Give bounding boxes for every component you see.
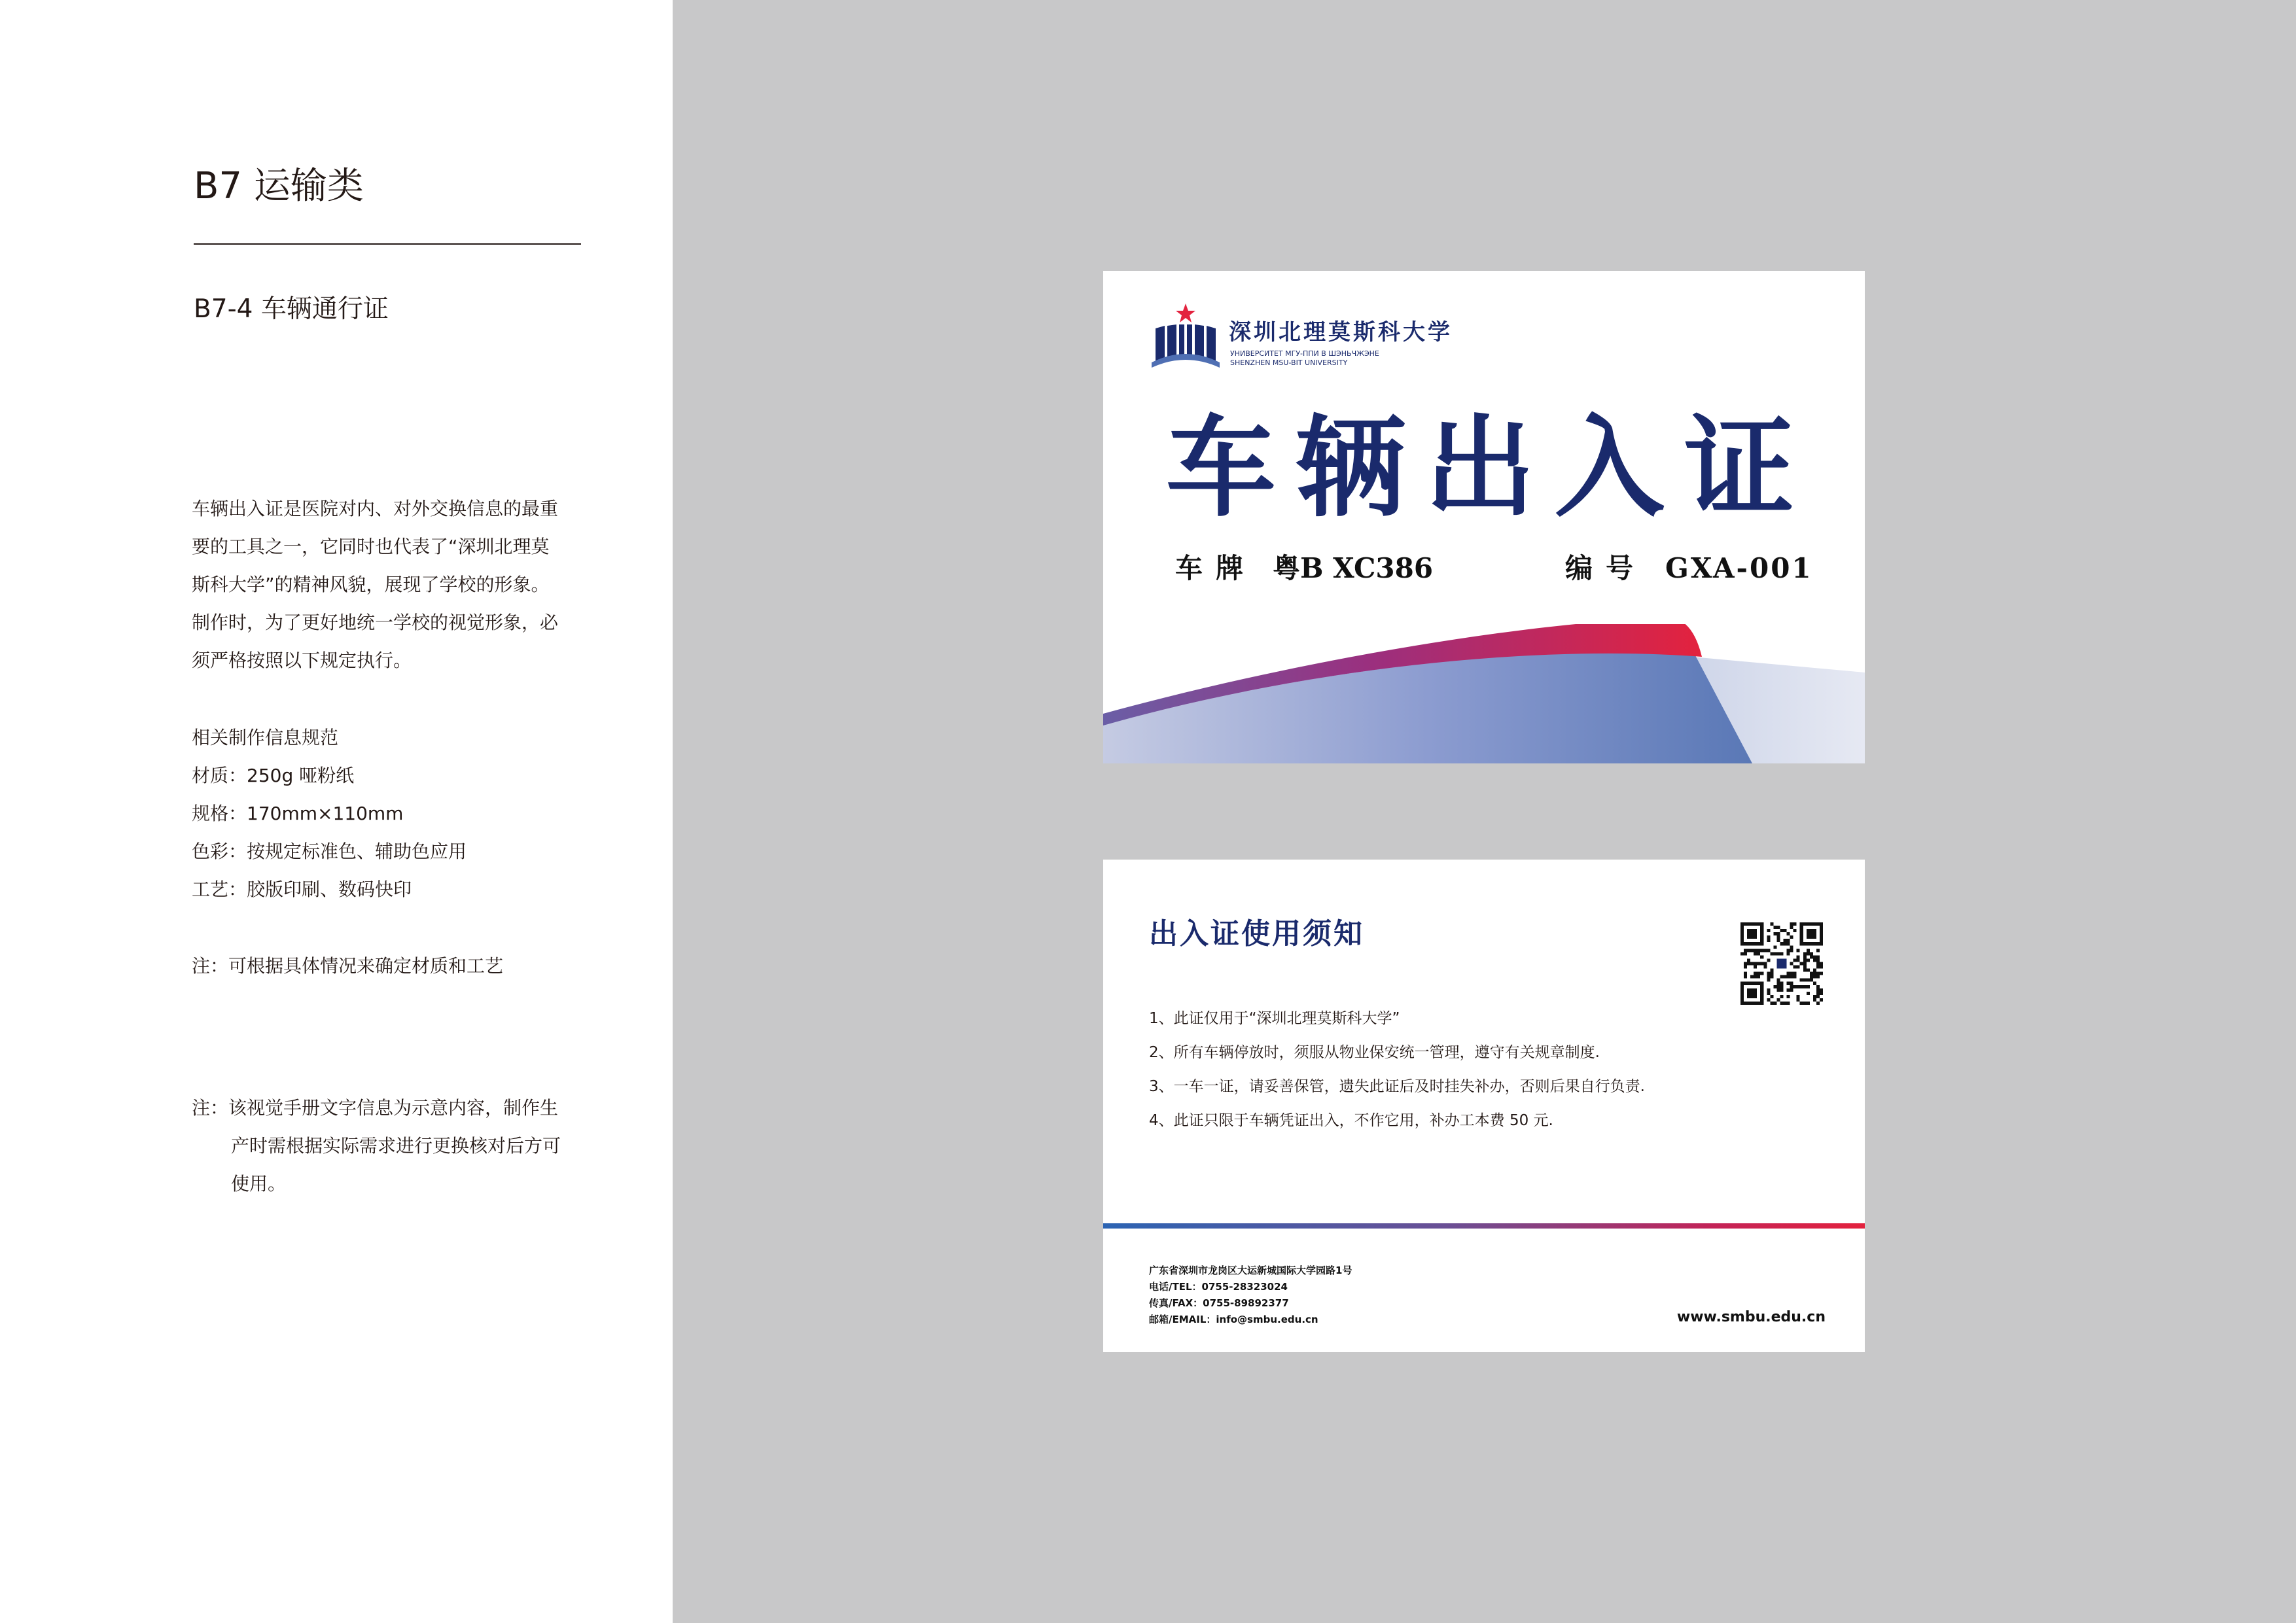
decorative-wave <box>1103 624 1865 763</box>
mockup-canvas <box>673 0 2296 1623</box>
intro-line: 斯科大学”的精神风貌，展现了学校的形象。 <box>192 574 550 595</box>
logo-russian-name: УНИВЕРСИТЕТ МГУ-ППИ В ШЭНЬЧЖЭНЕ <box>1230 349 1379 358</box>
subsection-title: B7-4 车辆通行证 <box>194 294 389 324</box>
university-emblem-icon <box>1148 300 1224 372</box>
spec-heading: 相关制作信息规范 <box>192 727 339 748</box>
contact-info <box>1149 1263 1352 1328</box>
pass-title: 车辆出入证 <box>1166 402 1814 532</box>
gradient-divider <box>1103 1223 1865 1229</box>
rule-item: 1、此证仅用于“深圳北理莫斯科大学” <box>1149 1010 1400 1027</box>
spec-line: 规格：170mm×110mm <box>192 803 404 824</box>
intro-line: 制作时，为了更好地统一学校的视觉形象，必 <box>192 612 559 633</box>
logo-chinese-name: 深圳北理莫斯科大学 <box>1229 319 1453 345</box>
university-logo <box>1148 300 1488 372</box>
plate-label: 车牌 <box>1175 552 1257 584</box>
logo-english-name: SHENZHEN MSU-BIT UNIVERSITY <box>1230 358 1348 367</box>
intro-line: 要的工具之一，它同时也代表了“深圳北理莫 <box>192 536 550 557</box>
title-divider <box>194 243 581 245</box>
disclaimer-line: 产时需根据实际需求进行更换核对后方可 <box>231 1135 561 1157</box>
rule-item: 3、一车一证，请妥善保管，遗失此证后及时挂失补办，否则后果自行负责. <box>1149 1078 1645 1095</box>
production-note: 注：可根据具体情况来确定材质和工艺 <box>192 955 504 977</box>
usage-rules-list <box>1149 1002 1645 1138</box>
fax-text: 传真/FAX：0755-89892377 <box>1149 1297 1289 1309</box>
pass-card-back <box>1103 860 1865 1352</box>
website-url: www.smbu.edu.cn <box>1676 1309 1826 1325</box>
spec-line: 色彩：按规定标准色、辅助色应用 <box>192 841 467 862</box>
usage-notice-title: 出入证使用须知 <box>1149 917 1364 951</box>
plate-number: 粤B XC386 <box>1273 552 1434 584</box>
rule-item: 4、此证只限于车辆凭证出入，不作它用，补办工本费 50 元. <box>1149 1112 1553 1129</box>
disclaimer-line: 注：该视觉手册文字信息为示意内容，制作生 <box>192 1097 559 1119</box>
description-panel <box>0 0 673 1623</box>
qr-code-icon <box>1740 922 1823 1005</box>
telephone-text: 电话/TEL：0755-28323024 <box>1149 1281 1288 1293</box>
serial-number: GXA-001 <box>1665 552 1813 584</box>
intro-paragraph <box>192 490 558 680</box>
section-title: B7 运输类 <box>194 165 364 207</box>
spec-line: 材质：250g 哑粉纸 <box>192 765 355 786</box>
serial-label: 编号 <box>1565 552 1647 584</box>
email-text: 邮箱/EMAIL：info@smbu.edu.cn <box>1149 1314 1318 1325</box>
disclaimer-line: 使用。 <box>231 1173 287 1195</box>
spec-block <box>192 719 467 909</box>
spec-line: 工艺：胶版印刷、数码快印 <box>192 879 412 900</box>
disclaimer-note <box>192 1089 561 1203</box>
intro-line: 车辆出入证是医院对内、对外交换信息的最重 <box>192 498 559 519</box>
pass-card-front <box>1103 271 1865 763</box>
address-text: 广东省深圳市龙岗区大运新城国际大学园路1号 <box>1149 1265 1352 1276</box>
rule-item: 2、所有车辆停放时，须服从物业保安统一管理，遵守有关规章制度. <box>1149 1044 1600 1061</box>
intro-line: 须严格按照以下规定执行。 <box>192 650 412 671</box>
